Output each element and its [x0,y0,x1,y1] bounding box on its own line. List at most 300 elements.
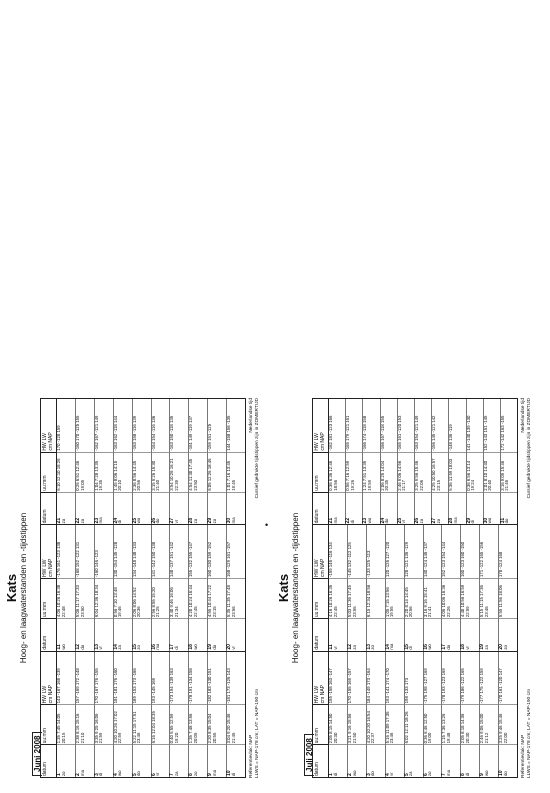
table-row [76,525,95,650]
date-cell [76,618,94,651]
times-cell: 0:36 6:36 12:46 18:56 [329,452,345,492]
table-row [114,652,133,777]
weekday: ma [230,517,236,524]
times-cell: 4:06 10:26 16:38 22:48 [57,578,75,618]
date-cell [208,744,226,777]
table-row [367,652,386,777]
column-header [41,399,57,524]
levels-cell: 144 -158 156 -135 [226,415,232,451]
date-cell [227,744,245,777]
weekday: di [408,646,414,650]
levels-cell: -166 174 -118 158 [362,415,368,451]
weekday: zo [211,518,217,524]
header-hw-lw [41,652,56,705]
date-cell [386,744,404,777]
header-time: uu:mm [313,704,328,744]
page-subtitle: Hoog- en laagwaterstanden en -tijdstippen [291,512,300,664]
date-cell [227,618,245,651]
times-cell: 2:05 8:15 14:50 20:30 [329,704,347,744]
date-cell [480,744,498,777]
weekday: zo [136,645,142,650]
times-cell: 3:35 9:25 16:06 21:59 [95,704,113,744]
levels-cell: 193 -141 174 -170 [384,668,390,704]
levels-cell: 170 -155 169 -157 [346,668,352,704]
date-cell [57,492,75,525]
table-row [432,399,449,524]
day-number: 1 [56,773,62,776]
weekday: di [332,772,338,776]
date-cell [95,492,113,525]
date-cell [424,744,442,777]
day-number: 24 [112,517,119,524]
table-row [208,525,227,650]
table-row [329,525,348,650]
levels-cell: 168 -129 161 -157 [226,541,232,577]
weekday: za [192,518,198,524]
table-row [189,652,208,777]
times-cell: 2:06 8:06 14:52 20:36 [133,578,151,618]
date-cell [346,492,362,525]
weekday: do [446,644,452,650]
header-hw: HW [42,568,48,577]
times-cell: 4:55 10:44 17:22 23:15 [208,578,226,618]
times-cell: 4:06 10:06 16:36 22:26 [442,578,460,618]
levels-cell: 160 -130 159 -152 [207,541,213,577]
levels-cell: 141 -142 150 -138 [150,541,156,577]
day-number: 11 [328,644,334,650]
date-cell [76,744,94,777]
weekday: za [351,645,357,650]
date-cell [133,492,151,525]
table-row [95,525,114,650]
date-cell [170,618,188,651]
date-cell [348,618,366,651]
levels-cell: 141 -140 139 -130 [465,415,471,451]
table-row [442,652,461,777]
weekday: do [211,644,217,650]
table-row [227,399,245,524]
date-cell [329,492,345,525]
scan-speck: • [265,520,269,530]
times-cell: 3:15 9:26 15:30 21:40 [152,452,170,492]
times-cell: 4:20 10:26 17:02 22:59 [114,704,132,744]
day-number: 18 [188,644,195,650]
times-cell: 6:10 12:10 18:26 [57,452,75,492]
times-cell: 2:20 8:35 15:04 20:55 [208,704,226,744]
weekday: vr [98,646,104,650]
day-number: 6 [422,773,429,776]
weekday: ma [155,643,161,650]
header-lw: LW [42,433,48,441]
day-number: 15 [403,644,410,650]
times-cell: 1:05 7:15 13:56 19:55 [386,578,404,618]
levels-cell: 157 -169 172 -148 [74,668,80,704]
times-cell: 0:56 7:10 13:48 19:46 [114,578,132,618]
times-cell: 2:38 8:16 15:16 21:10 [76,704,94,744]
header-hw: HW [42,442,48,451]
date-cell [152,744,170,777]
table-row [170,525,189,650]
times-cell: 3:21 9:16 15:56 21:50 [348,704,366,744]
times-cell: 5:55 11:56 18:06 [499,578,517,618]
times-cell: 5:16 11:09 17:35 23:46 [386,704,404,744]
day-number: 9 [207,773,214,776]
date-cell [170,492,188,525]
weekday: za [483,645,489,650]
date-cell [114,744,132,777]
weekday: wo [487,517,493,524]
weekday: do [502,771,508,776]
day-number: 10 [498,770,505,776]
weekday: wo [483,770,489,776]
header-time: uu:mm [313,452,328,492]
footnote-right [249,398,261,498]
day-number: 29 [465,517,472,524]
times-cell: 4:16 10:26 16:35 22:45 [329,578,347,618]
date-cell [499,744,517,777]
day-number: 18 [460,644,467,650]
day-number: 15 [131,644,138,650]
table-row [114,525,133,650]
weekday: di [349,519,355,524]
table-row [480,525,499,650]
day-number: 7 [169,773,176,776]
day-number: 20 [226,644,233,650]
times-cell: 3:16 9:16 15:41 21:41 [424,578,442,618]
table-row [95,399,114,524]
weekday: za [60,518,66,524]
weekday: za [408,771,414,776]
date-cell [484,492,500,525]
page-subtitle: Hoog- en laagwaterstanden en -tijdstippen [19,512,28,664]
table-row [329,399,346,524]
times-cell: 4:25 10:50 16:57 23:15 [432,452,448,492]
table-row [57,525,76,650]
day-number: 19 [207,644,214,650]
header-time: uu:mm [313,578,328,618]
date-cell [442,744,460,777]
times-cell: 1:15 7:36 13:26 19:48 [442,704,460,744]
day-number: 26 [150,517,157,524]
levels-cell: 140 -124 146 -137 [422,541,428,577]
times-cell: 3:25 9:46 15:46 22:00 [499,704,517,744]
day-number: 17 [169,644,176,650]
day-number: 31 [499,517,506,524]
levels-cell: 160 -123 160 -150 [460,541,466,577]
column-header [41,525,57,650]
day-number: 22 [74,517,81,524]
levels-cell: 189 -153 173 -166 [131,668,137,704]
day-number: 3 [365,773,372,776]
header-hw: HW [314,694,320,704]
date-cell [480,618,498,651]
date-cell [367,618,385,651]
weekday: vr [401,519,407,524]
levels-cell: -163 150 -118 135 [169,415,175,451]
day-number: 27 [169,517,176,524]
header-datum: datum [313,492,328,525]
table-row [381,399,398,524]
table-row [170,652,189,777]
times-cell: 5:36 11:59 18:03 [449,452,465,492]
weekday: di [117,519,123,524]
date-cell [57,744,75,777]
header-datum: datum [41,744,56,777]
weekday: do [79,644,85,650]
day-number: 6 [150,773,157,776]
date-cell [208,492,226,525]
day-number: 8 [188,773,195,776]
levels-cell: 184 -149 173 -164 [365,668,371,704]
times-cell: 5:35 11:35 17:48 23:56 [227,578,245,618]
levels-cell: -168 152 -122 131 [74,541,80,577]
times-cell: 5:06 11:17 17:33 23:50 [76,578,94,618]
table-row [442,525,461,650]
times-cell: 0:36 6:46 12:50 19:00 [424,704,442,744]
times-cell: 6:02 12:11 18:26 [405,704,423,744]
weekday: wo [60,644,66,650]
table-row [461,525,480,650]
levels-cell: 178 -124 168 [498,551,504,577]
day-number: 25 [131,517,138,524]
table-row [76,399,95,524]
table-row [499,525,517,650]
table-row [189,399,208,524]
weekday: ma [79,770,85,776]
day-number: 2 [74,773,81,776]
date-cell [367,744,385,777]
date-cell [329,618,347,651]
levels-cell: 152 -143 151 -145 [482,415,488,451]
header-datum: datum [313,744,328,777]
date-cell [432,492,448,525]
levels-cell: -163 158 -116 139 [131,415,137,451]
weekday: za [117,645,123,650]
weekday: di [174,646,180,650]
day-number: 9 [479,773,486,776]
day-number: 5 [403,773,410,776]
levels-cell: 171 -122 165 -156 [479,541,485,577]
day-number: 14 [384,644,391,650]
day-number: 4 [112,773,119,776]
times-cell: 4:40 10:56 16:59 22:59 [461,578,479,618]
month-label: Juni 2008 [32,732,42,776]
table-row [461,652,480,777]
times-cell: 6:15 12:34 18:56 [367,578,385,618]
header-unit: cm NAP [320,558,326,577]
times-cell: 1:01 7:16 13:45 19:45 [227,452,245,492]
levels-cell: 130 -154 145 -128 [112,541,118,577]
column-header [313,525,329,650]
footnote [249,398,261,778]
footnote-right [521,398,533,498]
date-cell [449,492,465,525]
day-number: 4 [384,773,391,776]
header-time: uu:mm [41,452,56,492]
weekday: do [504,518,510,524]
weekday: vr [389,772,395,776]
date-cell [152,618,170,651]
levels-cell: 120 -126 127 -120 [384,541,390,577]
levels-cell: -133 125 -113 [365,550,371,577]
table-row [348,652,367,777]
day-number: 2 [346,773,353,776]
day-number: 21 [328,517,334,524]
month-label: Juli 2008 [304,734,314,776]
day-number: 13 [93,644,100,650]
levels-cell: 181 -181 176 -160 [112,668,118,704]
times-cell: 2:56 8:55 15:20 21:25 [152,578,170,618]
header-lw: LW [314,433,320,441]
weekday: do [384,518,390,524]
levels-cell: 193 -145 169 [150,678,156,704]
date-cell [398,492,414,525]
table-row [346,399,363,524]
weekday: do [155,518,161,524]
table-row [170,399,189,524]
levels-cell: 155 -132 155 -147 [188,541,194,577]
weekday: za [174,771,180,776]
table-row [133,399,152,524]
column-header [313,652,329,777]
footnote-timezone: Nederlandse tijd [249,398,254,433]
times-cell: 2:05 8:18 14:36 20:30 [461,704,479,744]
levels-cell: -178 193 -123 169 [441,668,447,704]
times-cell: 0:40 5:55 12:59 19:20 [170,704,188,744]
date-cell [461,618,479,651]
weekday: zo [427,771,433,776]
levels-cell: -160 146 -123 [93,550,99,577]
table-row [386,525,405,650]
weekday: vr [332,646,338,650]
day-number: 23 [93,517,100,524]
table-row [367,525,386,650]
table-row [133,525,152,650]
times-cell: 2:06 8:25 14:04 20:35 [381,452,397,492]
header-hw-lw [313,525,328,578]
table-row [76,652,95,777]
date-cell [442,618,460,651]
weekday: zo [435,518,441,524]
date-cell [227,492,245,525]
table-row [467,399,484,524]
weekday: zo [370,645,376,650]
weekday: di [98,772,104,776]
levels-cell: -182 183 -130 151 [207,668,213,704]
weekday: wo [136,517,142,524]
date-cell [114,492,132,525]
day-number: 12 [346,644,353,650]
header-hw-lw [313,652,328,705]
day-number: 22 [345,517,352,524]
header-unit: cm NAP [48,684,54,704]
date-cell [114,618,132,651]
times-cell: 1:24 7:51 13:35 19:59 [363,452,379,492]
table-column [41,524,245,650]
times-cell: 3:04 9:20 15:46 21:45 [227,704,245,744]
header-lw: LW [314,685,320,693]
levels-cell: -164 154 -116 136 [150,415,156,451]
times-cell: 6:04 12:36 18:34 [95,578,113,618]
table-row [415,399,432,524]
weekday: zo [60,771,66,776]
times-cell: 2:01 8:10 14:40 20:40 [484,452,500,492]
times-cell: 4:20 10:20 16:54 22:37 [367,704,385,744]
levels-cell: -176 161 -123 138 [56,541,61,577]
times-cell: 3:16 9:09 15:46 21:46 [501,452,517,492]
table-row [405,525,424,650]
times-cell: 4:20 10:24 16:44 22:45 [189,578,207,618]
table-column [41,399,245,524]
day-number: 1 [328,773,334,776]
times-cell: 3:54 10:26 16:21 22:39 [170,452,188,492]
weekday: wo [192,644,198,650]
header-datum: datum [313,618,328,651]
day-number: 28 [188,517,195,524]
day-number: 11 [56,644,62,650]
footnote-summertime: Cursief gedrukte tijdstippen zijn in ZOMERTIJD [255,398,260,499]
date-cell [415,492,431,525]
weekday: ma [389,643,395,650]
date-cell [189,618,207,651]
header-hw-lw [313,399,328,452]
levels-cell: -175 198 -127 169 [422,668,428,704]
header-unit: cm NAP [48,558,54,577]
tide-table [40,398,246,778]
weekday: vr [174,519,180,524]
levels-cell: -166 167 -118 155 [379,415,385,451]
times-cell: 5:22 11:15 17:51 23:46 [133,704,151,744]
table-column [313,399,517,524]
date-cell [76,492,94,525]
levels-cell: 155 -158 163 -147 [328,668,333,704]
day-number: 30 [226,517,233,524]
weekday: ma [452,517,458,524]
date-cell [208,618,226,651]
header-hw: HW [314,568,320,577]
date-cell [386,618,404,651]
weekday: wo [427,644,433,650]
weekday: wo [117,770,123,776]
levels-cell: 198 -133 173 [403,678,409,704]
date-cell [461,744,479,777]
times-cell: 1:35 7:45 14:05 20:15 [57,704,75,744]
weekday: di [470,519,476,524]
levels-cell: -156 145 -121 142 [431,415,437,451]
levels-cell: 170 -128 159 [56,425,61,451]
weekday: zo [502,645,508,650]
day-number: 20 [498,644,505,650]
header-hw-lw [41,399,56,452]
weekday: vr [230,646,236,650]
date-cell [499,618,517,651]
table-row [499,652,517,777]
date-cell [189,492,207,525]
table-row [363,399,380,524]
levels-cell: -161 149 -119 137 [188,415,194,451]
header-datum: datum [41,492,56,525]
table-row [449,399,466,524]
table-row [208,652,227,777]
day-number: 30 [482,517,489,524]
day-number: 26 [413,517,420,524]
day-number: 3 [93,773,100,776]
levels-cell: 148 -137 151 -142 [169,541,175,577]
day-number: 10 [226,770,233,776]
weekday: do [136,771,142,776]
table-row [95,652,114,777]
times-cell: 0:56 7:16 12:59 19:26 [346,452,362,492]
